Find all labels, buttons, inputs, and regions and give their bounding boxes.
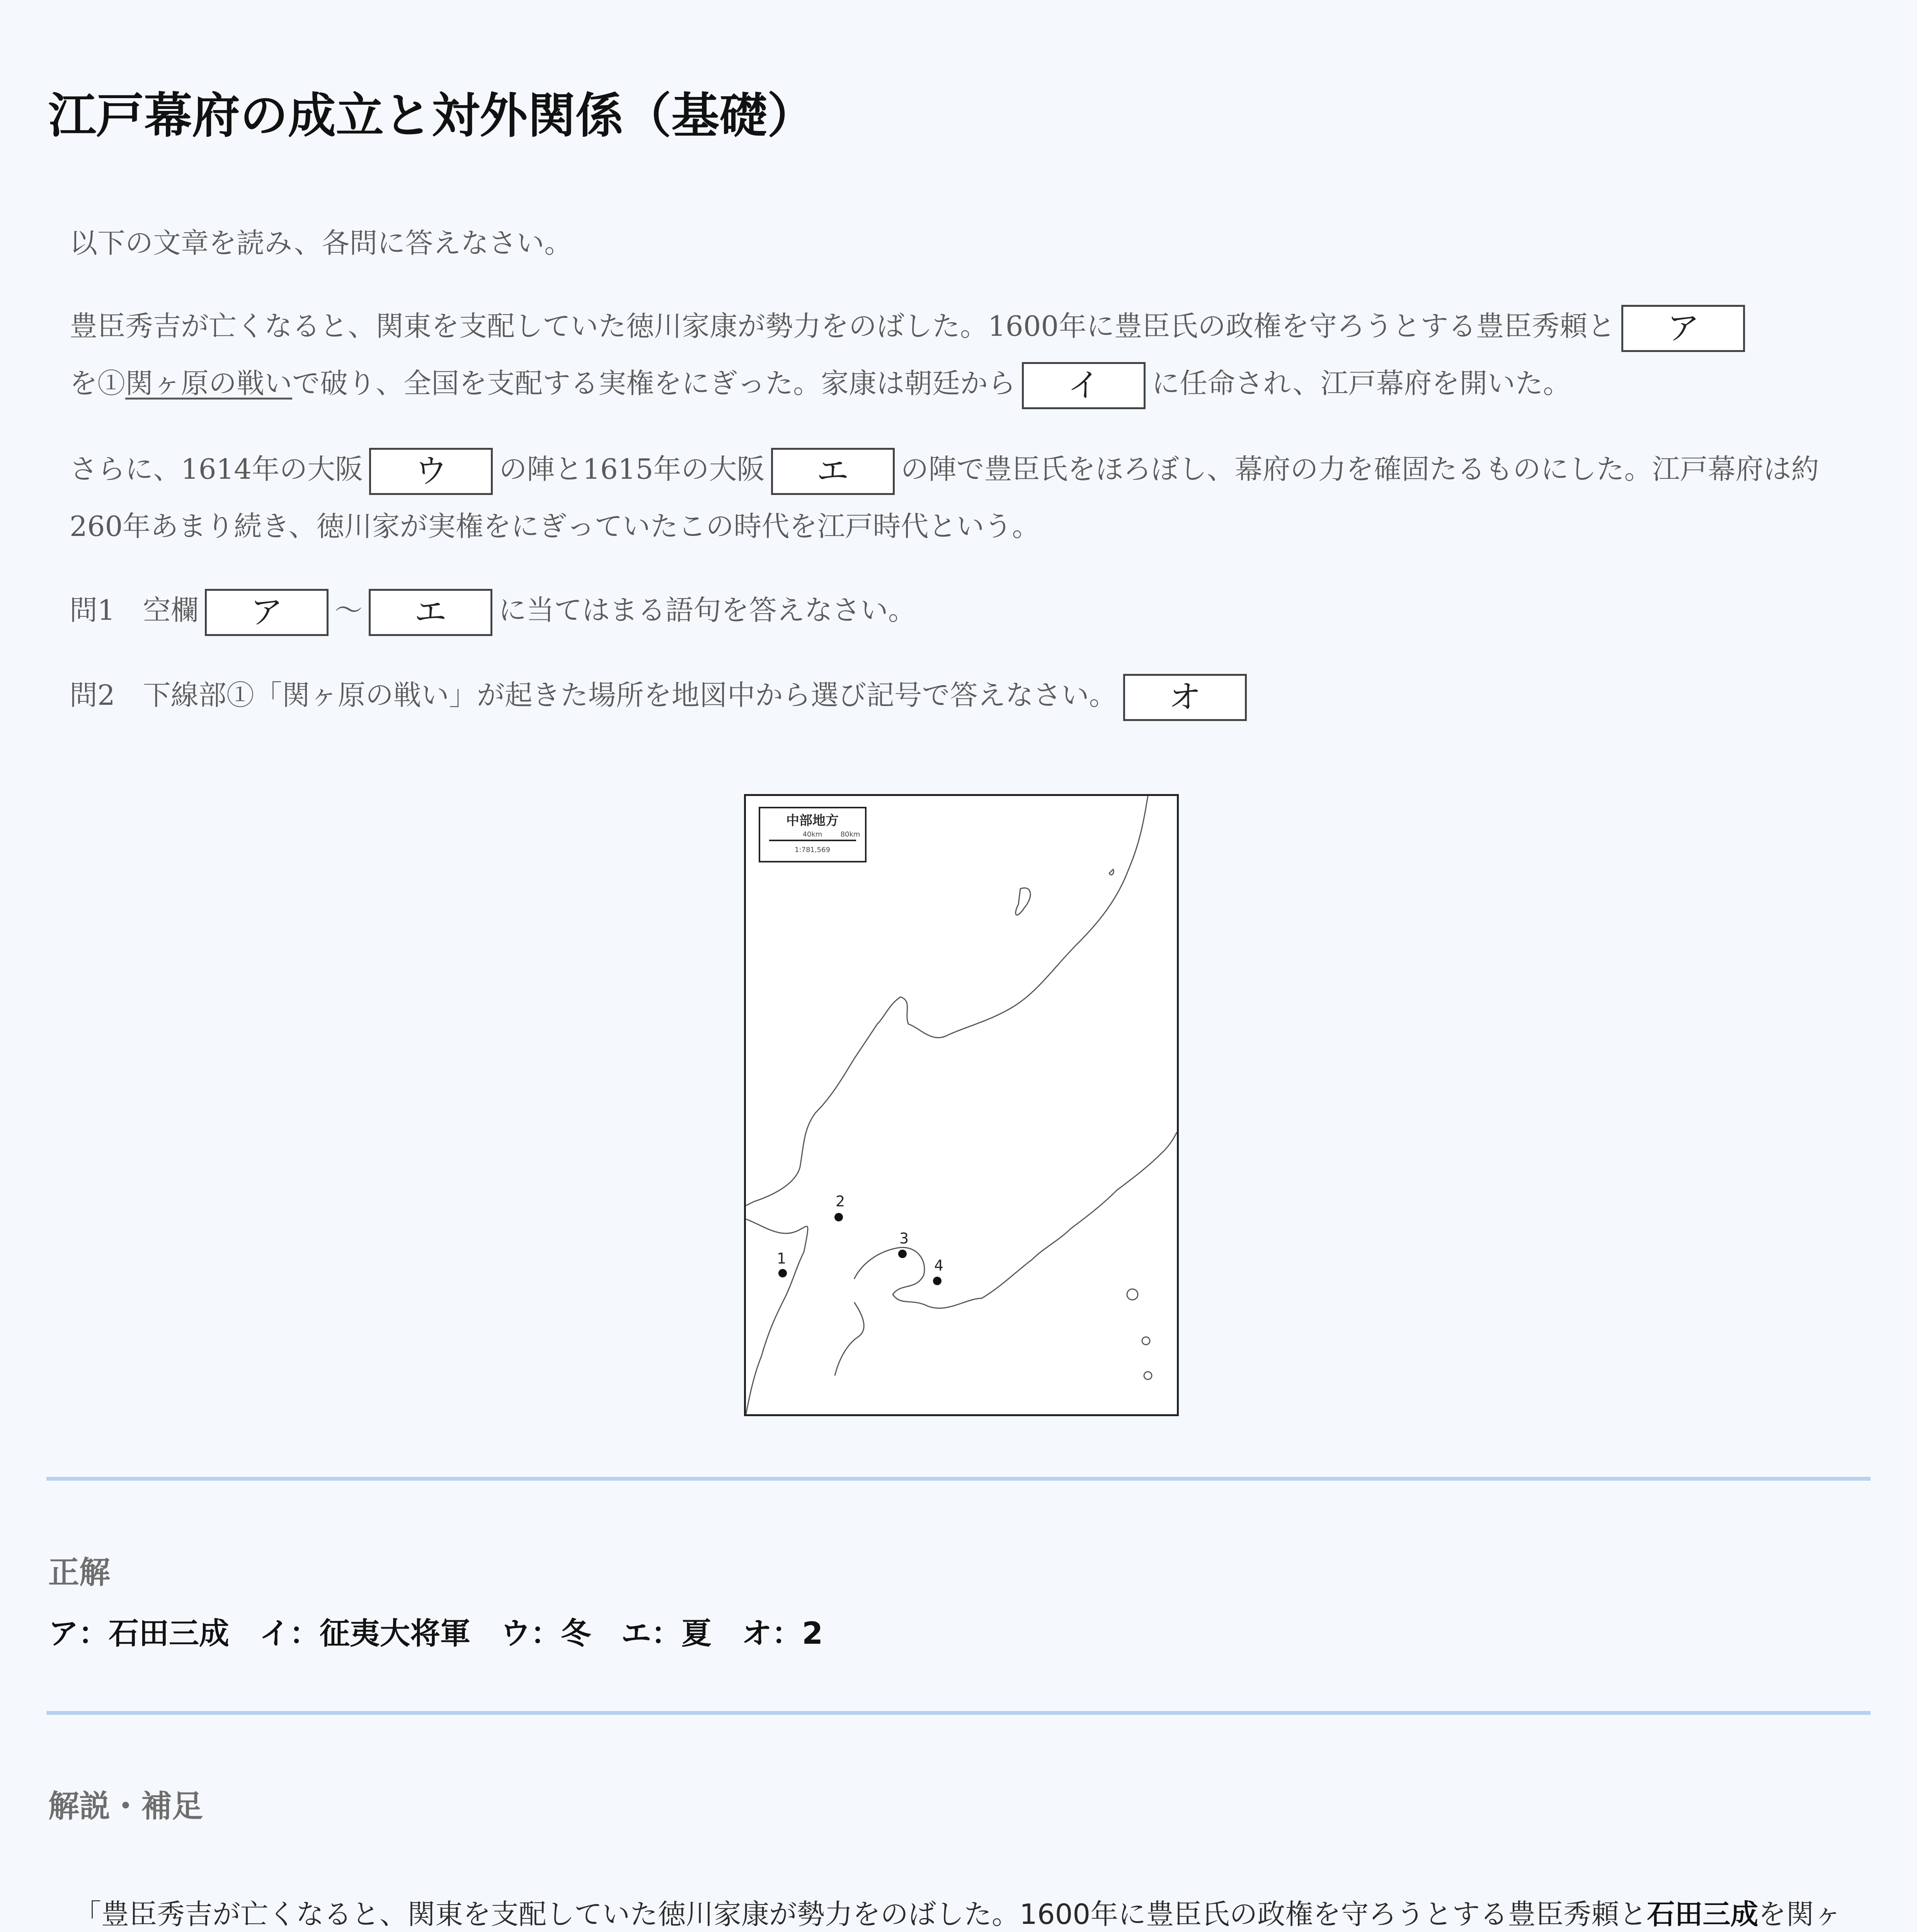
q-text: の陣で豊臣氏をほろぼし、幕府の力を確固たるものにした。江戸幕府は約260年あまり続き、徳川家が実権をにぎっていたこの時代を江戸時代という。 <box>70 453 1819 543</box>
divider <box>46 1477 1871 1481</box>
kii-coast <box>835 1302 864 1376</box>
map-point-3 <box>898 1250 907 1258</box>
page-title: 江戸幕府の成立と対外関係（基礎） <box>48 88 815 144</box>
island-small <box>1109 869 1113 875</box>
exp-text: を関ヶ <box>1758 1898 1842 1930</box>
q-text: を① <box>70 367 126 400</box>
blank-e: エ <box>771 448 895 495</box>
scale-mid: 40km <box>802 830 822 838</box>
island <box>1127 1289 1138 1300</box>
question-2 <box>70 667 1863 724</box>
scale-end: 80km <box>840 830 860 838</box>
blank-a: ア <box>205 589 329 636</box>
question-paragraph-2 <box>70 440 1863 555</box>
exp-bold: 石田三成 <box>1647 1898 1759 1930</box>
map-point-1 <box>778 1269 787 1277</box>
map-point-label-1: 1 <box>777 1250 787 1267</box>
coastline-pacific <box>854 1132 1177 1308</box>
question-intro <box>70 214 1863 272</box>
blank-u: ウ <box>369 448 493 495</box>
coastline-west <box>746 1219 808 1414</box>
map-point-4 <box>933 1277 941 1285</box>
blank-e: エ <box>369 589 492 636</box>
sado-island <box>1016 888 1030 915</box>
blank-o: オ <box>1123 674 1247 721</box>
q-text: 問1 空欄 <box>70 594 199 626</box>
q-text: の陣と1615年の大阪 <box>499 453 765 485</box>
intro-text: 以下の文章を読み、各問に答えなさい。 <box>70 227 572 259</box>
q-text: ～ <box>334 594 363 626</box>
question-1 <box>70 582 1863 639</box>
q-text: さらに、1614年の大阪 <box>70 453 363 485</box>
scale-ratio: 1:781,569 <box>795 846 830 854</box>
blank-i: イ <box>1022 362 1146 409</box>
q-text: に任命され、江戸幕府を開いた。 <box>1152 367 1571 400</box>
map-point-label-2: 2 <box>836 1193 845 1210</box>
underlined-term: 関ヶ原の戦い <box>125 367 293 400</box>
map-point-label-4: 4 <box>934 1257 944 1274</box>
q-text: 問2 下線部①「関ヶ原の戦い」が起きた場所を地図中から選び記号で答えなさい。 <box>70 679 1117 711</box>
map-point-label-3: 3 <box>899 1230 909 1247</box>
blank-a: ア <box>1621 305 1745 352</box>
island <box>1142 1337 1150 1345</box>
exp-text: 「豊臣秀吉が亡くなると、関東を支配していた徳川家康が勢力をのばした。1600年に豊臣氏の政権を守ろうとする豊臣秀頼と <box>73 1898 1647 1930</box>
q-text: で破り、全国を支配する実権をにぎった。家康は朝廷から <box>292 367 1016 400</box>
map-label: 中部地方 <box>786 813 839 828</box>
divider <box>46 1711 1871 1715</box>
answer-heading: 正解 <box>48 1554 110 1590</box>
q-text: に当てはまる語句を答えなさい。 <box>498 594 916 626</box>
chubu-map <box>744 794 1179 1416</box>
map-point-2 <box>834 1213 843 1221</box>
explanation-paragraph-1 <box>73 1893 1859 1932</box>
island <box>1144 1372 1152 1379</box>
q-text: 豊臣秀吉が亡くなると、関東を支配していた徳川家康が勢力をのばした。1600年に豊臣氏の政権を守ろうとする豊臣秀頼と <box>70 310 1616 342</box>
map-svg <box>746 796 1177 1414</box>
explanation-heading: 解説・補足 <box>48 1788 203 1824</box>
question-paragraph-1 <box>70 298 1863 412</box>
answer-text: ア：石田三成 イ：征夷大将軍 ウ：冬 エ：夏 オ：2 <box>48 1616 823 1651</box>
